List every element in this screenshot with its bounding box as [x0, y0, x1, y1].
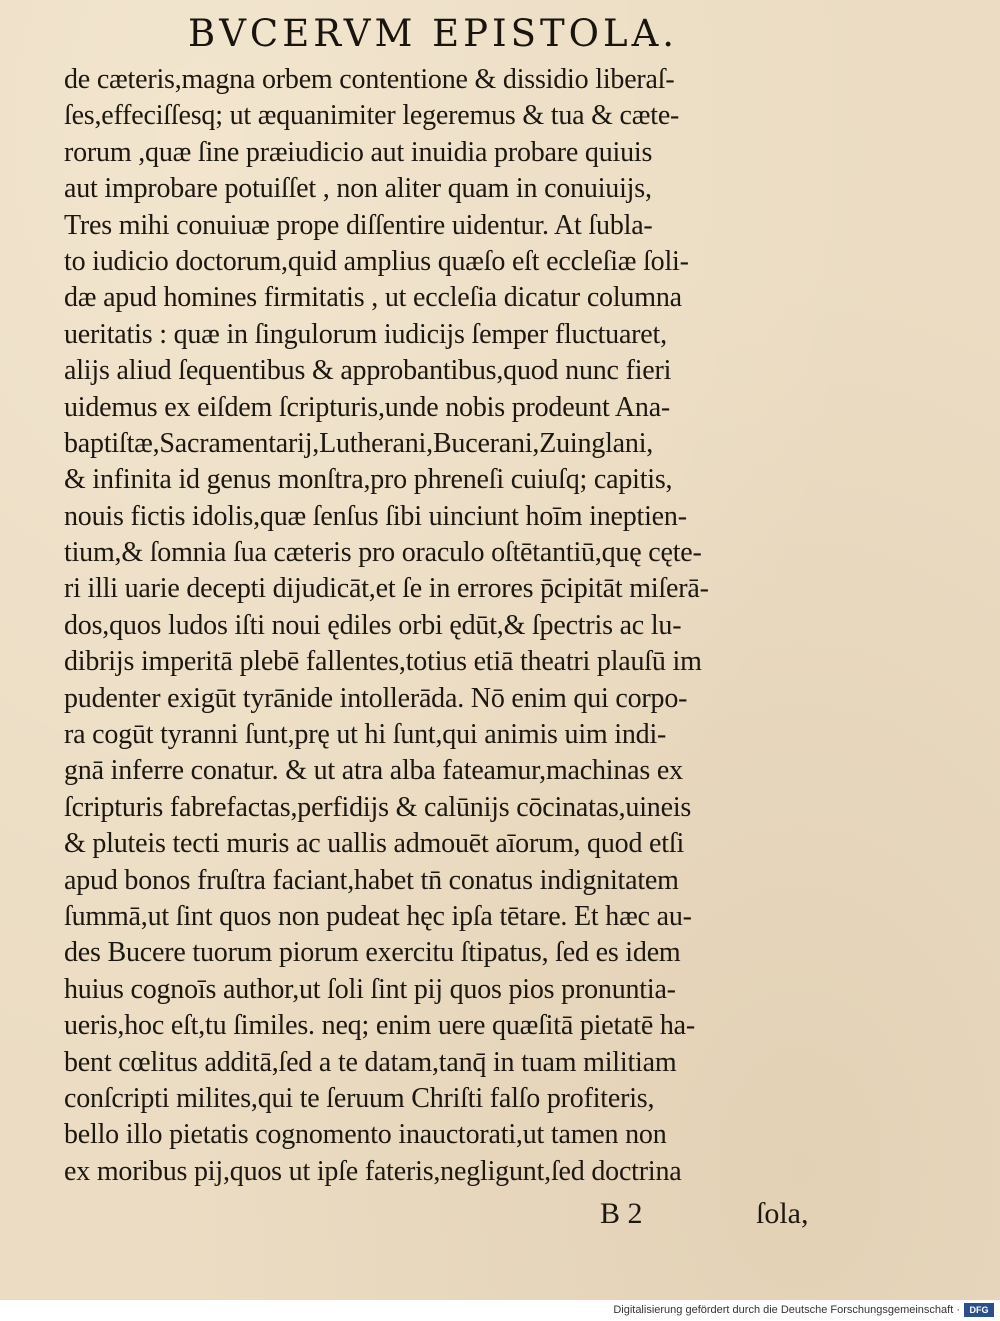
funding-credit: Digitalisierung gefördert durch die Deutsche Forschungsgemeinschaft ·: [613, 1304, 960, 1316]
running-head: BVCERVM EPISTOLA.: [188, 12, 679, 55]
text-line: & pluteis tecti muris ac uallis admouēt aīorum, quod etſi: [64, 828, 685, 860]
text-line: Tres mihi conuiuæ prope diſſentire uidentur. At ſubla-: [64, 209, 653, 241]
text-line: bello illo pietatis cognomento inauctorati,ut tamen non: [64, 1119, 667, 1151]
text-line: bent cœlitus additā,ſed a te datam,tanq̄ in tuam militiam: [64, 1046, 677, 1078]
text-line: des Bucere tuorum piorum exercitu ſtipatus, ſed es idem: [64, 937, 681, 969]
text-line: de cæteris,magna orbem contentione & dissidio liberaſ-: [64, 64, 675, 95]
text-line: uidemus ex eiſdem ſcripturis,unde nobis prodeunt Ana-: [64, 391, 671, 423]
text-line: tium,& ſomnia ſua cæteris pro oraculo oſtētantiū,quę cęte-: [64, 537, 702, 569]
text-line: conſcripti milites,qui te ſeruum Chriſti falſo profiteris,: [64, 1082, 655, 1114]
text-line: ex moribus pij,quos ut ipſe fateris,negligunt,ſed doctrina: [64, 1155, 682, 1187]
catchword: ſola,: [756, 1197, 809, 1230]
text-line: & infinita id genus monſtra,pro phreneſi cuiuſq; capitis,: [64, 464, 673, 496]
text-line: gnā inferre conatur. & ut atra alba fateamur,machinas ex: [64, 755, 683, 787]
text-line: apud bonos fruſtra faciant,habet tn̄ conatus indignitatem: [64, 864, 679, 896]
text-line: alijs aliud ſequentibus & approbantibus,quod nunc fieri: [64, 355, 672, 387]
text-line: nouis fictis idolis,quæ ſenſus ſibi uinciunt hoīm ineptien-: [64, 500, 687, 532]
body-text: [64, 62, 834, 1190]
text-line: ſcripturis fabrefactas,perfidijs & calūnijs cōcinatas,uineis: [64, 791, 692, 823]
text-line: huius cognoīs author,ut ſoli ſint pij quos pios pronuntia-: [64, 973, 676, 1005]
text-line: dos,quos ludos iſti noui ędiles orbi ędūt,& ſpectris ac lu-: [64, 609, 682, 641]
text-line: ſummā,ut ſint quos non pudeat hęc ipſa tētare. Et hæc au-: [64, 900, 692, 932]
text-line: aut improbare potuiſſet , non aliter quam in conuiuijs,: [64, 173, 652, 205]
text-line: to iudicio doctorum,quid amplius quæſo eſt eccleſiæ ſoli-: [64, 245, 689, 277]
text-line: ſes,effeciſſesq; ut æquanimiter legeremus & tua & cæte-: [64, 100, 680, 132]
text-line: ri illi uarie decepti dijudicāt,et ſe in errores p̄cipitāt miſerā-: [64, 573, 709, 605]
page-foot: [600, 1194, 840, 1234]
text-line: dibrijs imperitā plebē fallentes,totius etiā theatri plauſū im: [64, 646, 702, 678]
text-line: ueritatis : quæ in ſingulorum iudicijs ſemper fluctuaret,: [64, 318, 667, 350]
text-line: baptiſtæ,Sacramentarij,Lutherani,Bucerani,Zuinglani,: [64, 427, 654, 459]
digitization-footer: [0, 1300, 1000, 1321]
text-line: ra cogūt tyranni ſunt,prę ut hi ſunt,qui animis uim indi-: [64, 719, 667, 751]
signature-mark: B 2: [600, 1197, 643, 1230]
text-line: rorum ,quæ ſine præiudicio aut inuidia probare quiuis: [64, 136, 653, 168]
text-line: dæ apud homines firmitatis , ut eccleſia dicatur columna: [64, 282, 682, 314]
dfg-logo: DFG: [964, 1303, 994, 1317]
text-line: pudenter exigūt tyrānide intollerāda. Nō enim qui corpo-: [64, 682, 688, 714]
text-line: ueris,hoc eſt,tu ſimiles. neq; enim uere quæſitā pietatē ha-: [64, 1010, 696, 1042]
